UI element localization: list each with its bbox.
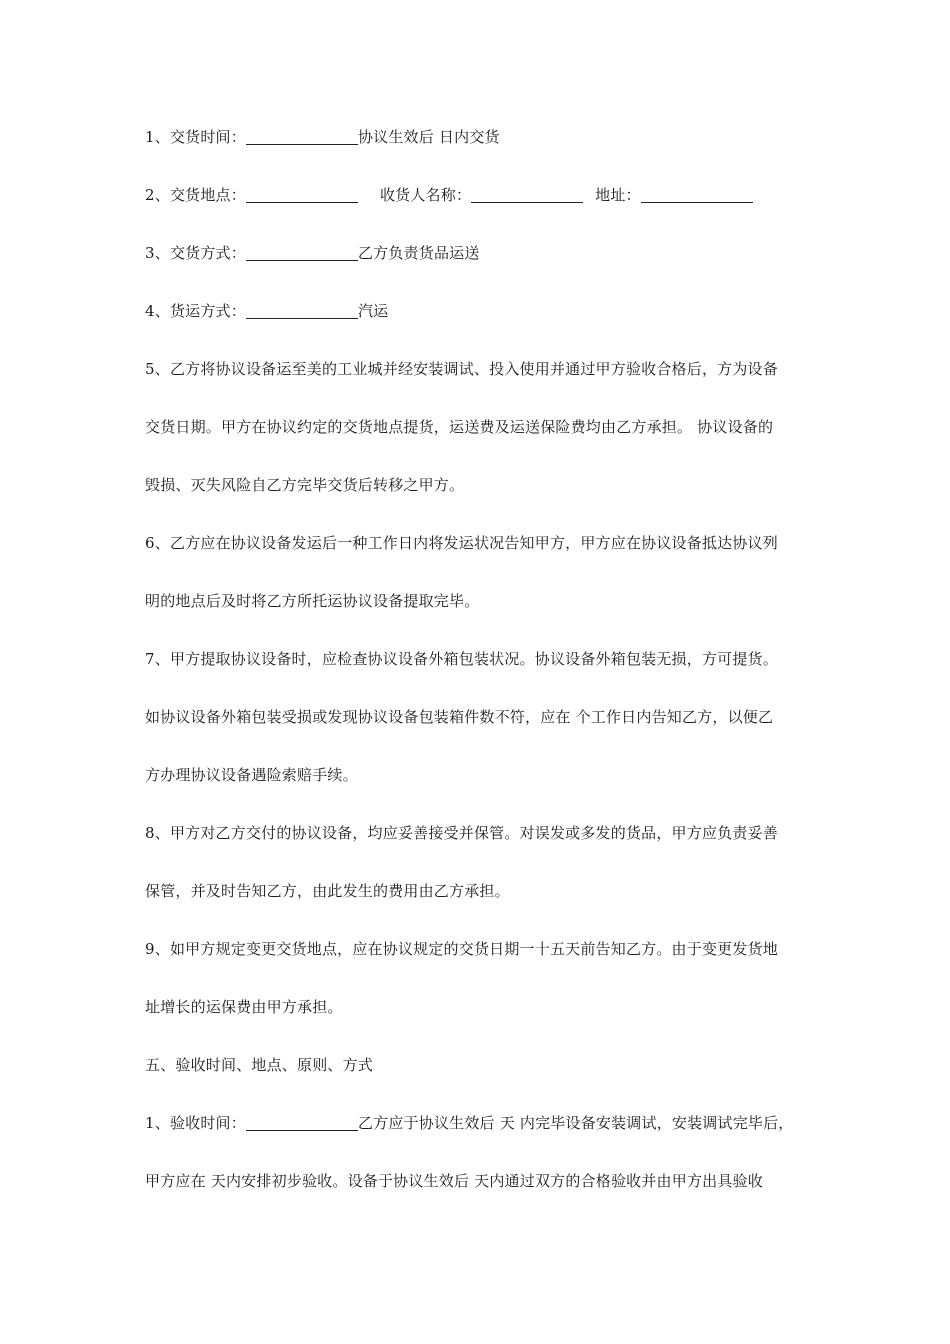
delivery-method-label: 3、交货方式： [145, 244, 246, 262]
delivery-method-line [145, 238, 810, 296]
delivery-place-label: 2、交货地点： [145, 186, 246, 204]
acceptance-blank [246, 1112, 358, 1131]
acceptance-text: 乙方应于协议生效后 天 内完毕设备安装调试，安装调试完毕后， [357, 1114, 794, 1132]
shipping-method-line [145, 296, 810, 354]
clause-8-line-1: 8、甲方对乙方交付的协议设备，均应妥善接受并保管。对误发或多发的货品，甲方应负责妥善 [145, 824, 778, 842]
address-blank [641, 184, 753, 203]
consignee-blank [471, 184, 583, 203]
clause-7-line-3: 方办理协议设备遇险索赔手续。 [145, 766, 358, 784]
clause-5 [145, 354, 810, 528]
clause-9 [145, 934, 810, 1050]
clause-9-line-2: 址增长的运保费由甲方承担。 [145, 998, 343, 1016]
acceptance-clause [145, 1108, 810, 1224]
clause-7-line-1: 7、甲方提取协议设备时，应检查协议设备外箱包装状况。协议设备外箱包装无损，方可提货。 [145, 650, 778, 668]
clause-7-line-2: 如协议设备外箱包装受损或发现协议设备包装箱件数不符，应在 个工作日内告知乙方，以便乙 [145, 708, 774, 726]
delivery-place-blank [246, 184, 358, 203]
delivery-time-line [145, 122, 810, 180]
address-label: 地址： [595, 186, 641, 204]
acceptance-line-1 [145, 1108, 810, 1166]
shipping-method-label: 4、货运方式： [145, 302, 246, 320]
clause-8 [145, 818, 810, 934]
clause-6-line-2: 明的地点后及时将乙方所托运协议设备提取完毕。 [145, 592, 480, 610]
consignee-label: 收货人名称： [379, 186, 472, 204]
clause-6 [145, 528, 810, 644]
clause-5-line-2: 交货日期。甲方在协议约定的交货地点提货，运送费及运送保险费均由乙方承担。 协议设备的 [145, 418, 774, 436]
delivery-time-blank [246, 126, 358, 145]
clause-5-line-1: 5、乙方将协议设备运至美的工业城并经安装调试、投入使用并通过甲方验收合格后，方为设备 [145, 360, 778, 378]
section-heading: 五、验收时间、地点、原则、方式 [145, 1056, 374, 1074]
clause-5-line-3: 毁损、灭失风险自乙方完毕交货后转移之甲方。 [145, 476, 465, 494]
acceptance-line-2: 甲方应在 天内安排初步验收。设备于协议生效后 天内通过双方的合格验收并由甲方出具验收 [145, 1172, 763, 1190]
shipping-method-blank [246, 300, 358, 319]
clause-6-line-1: 6、乙方应在协议设备发运后一种工作日内将发运状况告知甲方，甲方应在协议设备抵达协议列 [145, 534, 778, 552]
clause-7 [145, 644, 810, 818]
shipping-method-text: 汽运 [357, 302, 389, 320]
clause-8-line-2: 保管，并及时告知乙方，由此发生的费用由乙方承担。 [145, 882, 510, 900]
delivery-place-line [145, 180, 810, 238]
delivery-time-text: 协议生效后 日内交货 [357, 128, 500, 146]
delivery-time-label: 1、交货时间： [145, 128, 246, 146]
delivery-method-blank [246, 242, 358, 261]
contract-body [145, 122, 810, 1224]
acceptance-label: 1、验收时间： [145, 1114, 246, 1132]
delivery-method-text: 乙方负责货品运送 [357, 244, 480, 262]
clause-9-line-1: 9、如甲方规定变更交货地点，应在协议规定的交货日期一十五天前告知乙方。由于变更发货地 [145, 940, 778, 958]
